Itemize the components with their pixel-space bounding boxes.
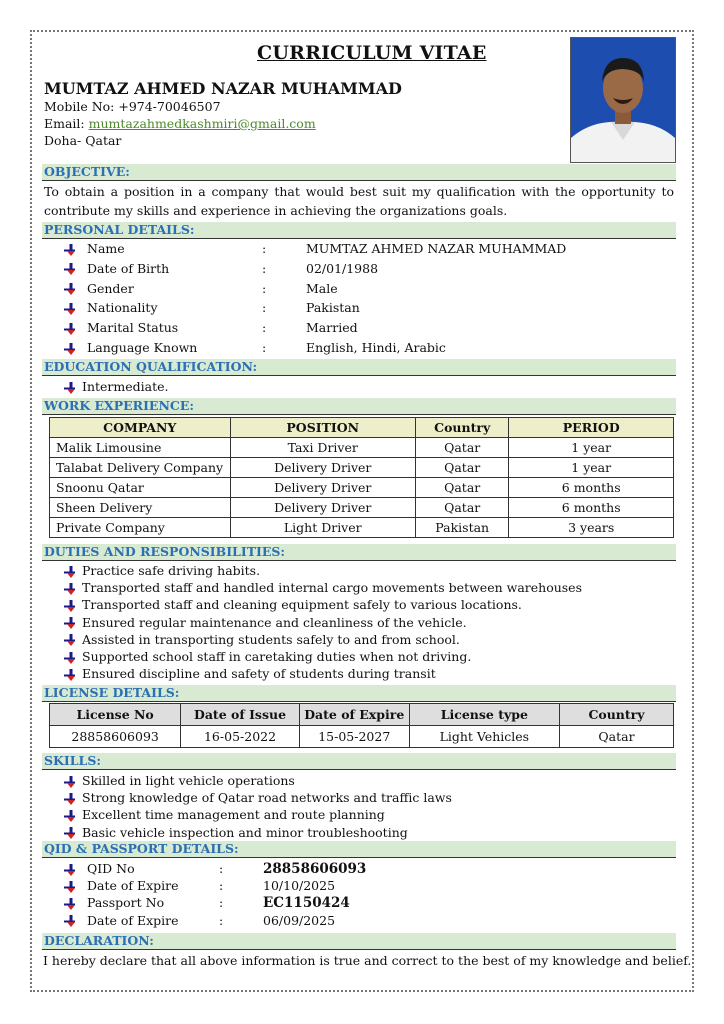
list-item (64, 596, 522, 613)
table-cell: Talabat Delivery Company (50, 458, 231, 478)
table-cell: Private Company (50, 518, 231, 538)
list-item-text: Supported school staff in caretaking duties when not driving. (82, 649, 472, 664)
objective-text: To obtain a position in a company that would best suit my qualification with the opportunity to contribute my skills and experience in achieving the organizations goals. (44, 184, 674, 218)
table-cell: Snoonu Qatar (50, 478, 231, 498)
arrow-bullet-icon (64, 669, 82, 681)
mobile-number: Mobile No: +974-70046507 (44, 99, 221, 114)
detail-row (64, 912, 336, 930)
profile-photo (570, 37, 676, 163)
table-header: Country (415, 418, 508, 438)
arrow-bullet-icon (64, 652, 82, 664)
list-item-text: Strong knowledge of Qatar road networks and traffic laws (82, 790, 452, 806)
detail-separator: : (219, 861, 224, 876)
detail-label: QID No (87, 861, 135, 876)
table-cell: Qatar (415, 498, 508, 518)
email-link[interactable]: mumtazahmedkashmiri@gmail.com (88, 116, 316, 131)
section-heading-duties: DUTIES AND RESPONSIBILITIES: (42, 544, 676, 561)
detail-label: Gender (87, 280, 134, 296)
section-heading-declaration: DECLARATION: (42, 933, 676, 950)
table-header: Date of Issue (181, 704, 300, 726)
detail-value: 02/01/1988 (306, 260, 379, 276)
detail-value: MUMTAZ AHMED NAZAR MUHAMMAD (306, 241, 567, 256)
list-item (64, 648, 471, 665)
list-item (64, 378, 168, 395)
list-item-text: Ensured regular maintenance and cleanliness of the vehicle. (82, 614, 467, 630)
declaration-text: I hereby declare that all above information is true and correct to the best of my knowledge and belief. (43, 953, 692, 968)
detail-value: 28858606093 (263, 861, 367, 877)
table-cell: Pakistan (415, 518, 508, 538)
list-item-text: Transported staff and cleaning equipment safely to various locations. (82, 597, 522, 613)
table-row (50, 726, 674, 748)
detail-row (64, 240, 567, 258)
detail-row (64, 860, 367, 878)
table-cell: Delivery Driver (230, 458, 415, 478)
table-cell: 16-05-2022 (181, 726, 300, 748)
arrow-bullet-icon (64, 323, 82, 335)
detail-separator: : (262, 300, 267, 316)
list-item-text: Intermediate. (82, 379, 169, 394)
table-row (50, 458, 674, 478)
detail-separator: : (219, 912, 224, 928)
list-item-text: Practice safe driving habits. (82, 563, 261, 578)
arrow-bullet-icon (64, 634, 82, 646)
table-cell: 6 months (509, 478, 674, 498)
detail-row (64, 280, 338, 298)
table-cell: 1 year (509, 458, 674, 478)
section-heading-personal: PERSONAL DETAILS: (42, 222, 676, 239)
detail-value: Married (306, 320, 358, 336)
detail-label: Date of Expire (87, 912, 179, 928)
table-cell: Qatar (415, 438, 508, 458)
detail-row (64, 894, 350, 912)
arrow-bullet-icon (64, 810, 82, 822)
list-item-text: Assisted in transporting students safely to and from school. (82, 631, 460, 647)
table-row (50, 518, 674, 538)
table-cell: Qatar (415, 478, 508, 498)
arrow-bullet-icon (64, 283, 82, 295)
detail-value: EC1150424 (263, 895, 350, 912)
section-heading-work: WORK EXPERIENCE: (42, 398, 676, 415)
work-experience-table (49, 417, 674, 538)
table-header: License No (50, 704, 181, 726)
candidate-name: MUMTAZ AHMED NAZAR MUHAMMAD (44, 79, 402, 98)
list-item (64, 789, 452, 806)
detail-separator: : (262, 280, 267, 296)
arrow-bullet-icon (64, 600, 82, 612)
list-item (64, 665, 436, 682)
list-item (64, 806, 385, 823)
list-item (64, 614, 467, 631)
table-cell: 6 months (509, 498, 674, 518)
list-item-text: Excellent time management and route planning (82, 807, 385, 823)
table-cell: Qatar (415, 458, 508, 478)
table-cell: Sheen Delivery (50, 498, 231, 518)
arrow-bullet-icon (64, 898, 82, 910)
table-header: COMPANY (50, 418, 231, 438)
arrow-bullet-icon (64, 864, 82, 876)
section-heading-skills: SKILLS: (42, 753, 676, 770)
detail-value: 10/10/2025 (263, 878, 336, 894)
detail-separator: : (262, 340, 267, 355)
arrow-bullet-icon (64, 566, 82, 578)
section-heading-education: EDUCATION QUALIFICATION: (42, 359, 676, 376)
arrow-bullet-icon (64, 303, 82, 315)
arrow-bullet-icon (64, 583, 82, 595)
list-item-text: Skilled in light vehicle operations (82, 773, 295, 788)
list-item (64, 631, 460, 648)
list-item (64, 772, 295, 789)
table-header: Date of Expire (299, 704, 409, 726)
table-cell: 15-05-2027 (299, 726, 409, 748)
license-table (49, 703, 674, 748)
table-row (50, 478, 674, 498)
list-item-text: Basic vehicle inspection and minor troubleshooting (82, 824, 408, 840)
arrow-bullet-icon (64, 343, 82, 355)
list-item (64, 562, 260, 579)
detail-label: Date of Birth (87, 260, 170, 276)
detail-separator: : (262, 320, 267, 336)
detail-separator: : (219, 878, 224, 894)
table-row (50, 498, 674, 518)
table-cell: 28858606093 (50, 726, 181, 748)
table-header: POSITION (230, 418, 415, 438)
arrow-bullet-icon (64, 263, 82, 275)
table-cell: Light Driver (230, 518, 415, 538)
document-title: CURRICULUM VITAE (257, 42, 487, 64)
table-cell: Malik Limousine (50, 438, 231, 458)
section-heading-license: LICENSE DETAILS: (42, 685, 676, 702)
table-cell: Qatar (559, 726, 673, 748)
detail-label: Name (87, 241, 125, 256)
detail-row (64, 877, 336, 895)
detail-row (64, 299, 360, 317)
arrow-bullet-icon (64, 827, 82, 839)
location: Doha- Qatar (44, 133, 122, 148)
table-row (50, 438, 674, 458)
list-item (64, 579, 582, 596)
detail-separator: : (262, 241, 267, 256)
detail-label: Language Known (87, 340, 198, 355)
arrow-bullet-icon (64, 617, 82, 629)
list-item-text: Transported staff and handled internal cargo movements between warehouses (82, 580, 582, 596)
list-item-text: Ensured discipline and safety of students during transit (82, 666, 436, 682)
detail-separator: : (262, 260, 267, 276)
section-heading-qid: QID & PASSPORT DETAILS: (42, 841, 676, 858)
email-line (44, 116, 316, 131)
email-label: Email: (44, 116, 89, 131)
table-cell: Delivery Driver (230, 478, 415, 498)
arrow-bullet-icon (64, 244, 82, 256)
detail-label: Date of Expire (87, 878, 179, 894)
arrow-bullet-icon (64, 915, 82, 927)
arrow-bullet-icon (64, 776, 82, 788)
table-cell: Light Vehicles (409, 726, 559, 748)
list-item (64, 824, 408, 841)
table-header: Country (559, 704, 673, 726)
detail-row (64, 339, 446, 357)
detail-label: Nationality (87, 300, 158, 316)
arrow-bullet-icon (64, 881, 82, 893)
detail-label: Passport No (87, 895, 165, 911)
detail-value: English, Hindi, Arabic (306, 340, 446, 355)
detail-label: Marital Status (87, 320, 179, 336)
detail-row (64, 319, 358, 337)
table-cell: Delivery Driver (230, 498, 415, 518)
detail-value: 06/09/2025 (263, 912, 336, 928)
detail-value: Male (306, 280, 338, 296)
table-cell: Taxi Driver (230, 438, 415, 458)
table-cell: 1 year (509, 438, 674, 458)
table-header: PERIOD (509, 418, 674, 438)
arrow-bullet-icon (64, 793, 82, 805)
table-header: License type (409, 704, 559, 726)
detail-row (64, 260, 379, 278)
section-heading-objective: OBJECTIVE: (42, 164, 676, 181)
detail-separator: : (219, 895, 224, 911)
arrow-bullet-icon (64, 382, 82, 394)
detail-value: Pakistan (306, 300, 360, 316)
table-cell: 3 years (509, 518, 674, 538)
